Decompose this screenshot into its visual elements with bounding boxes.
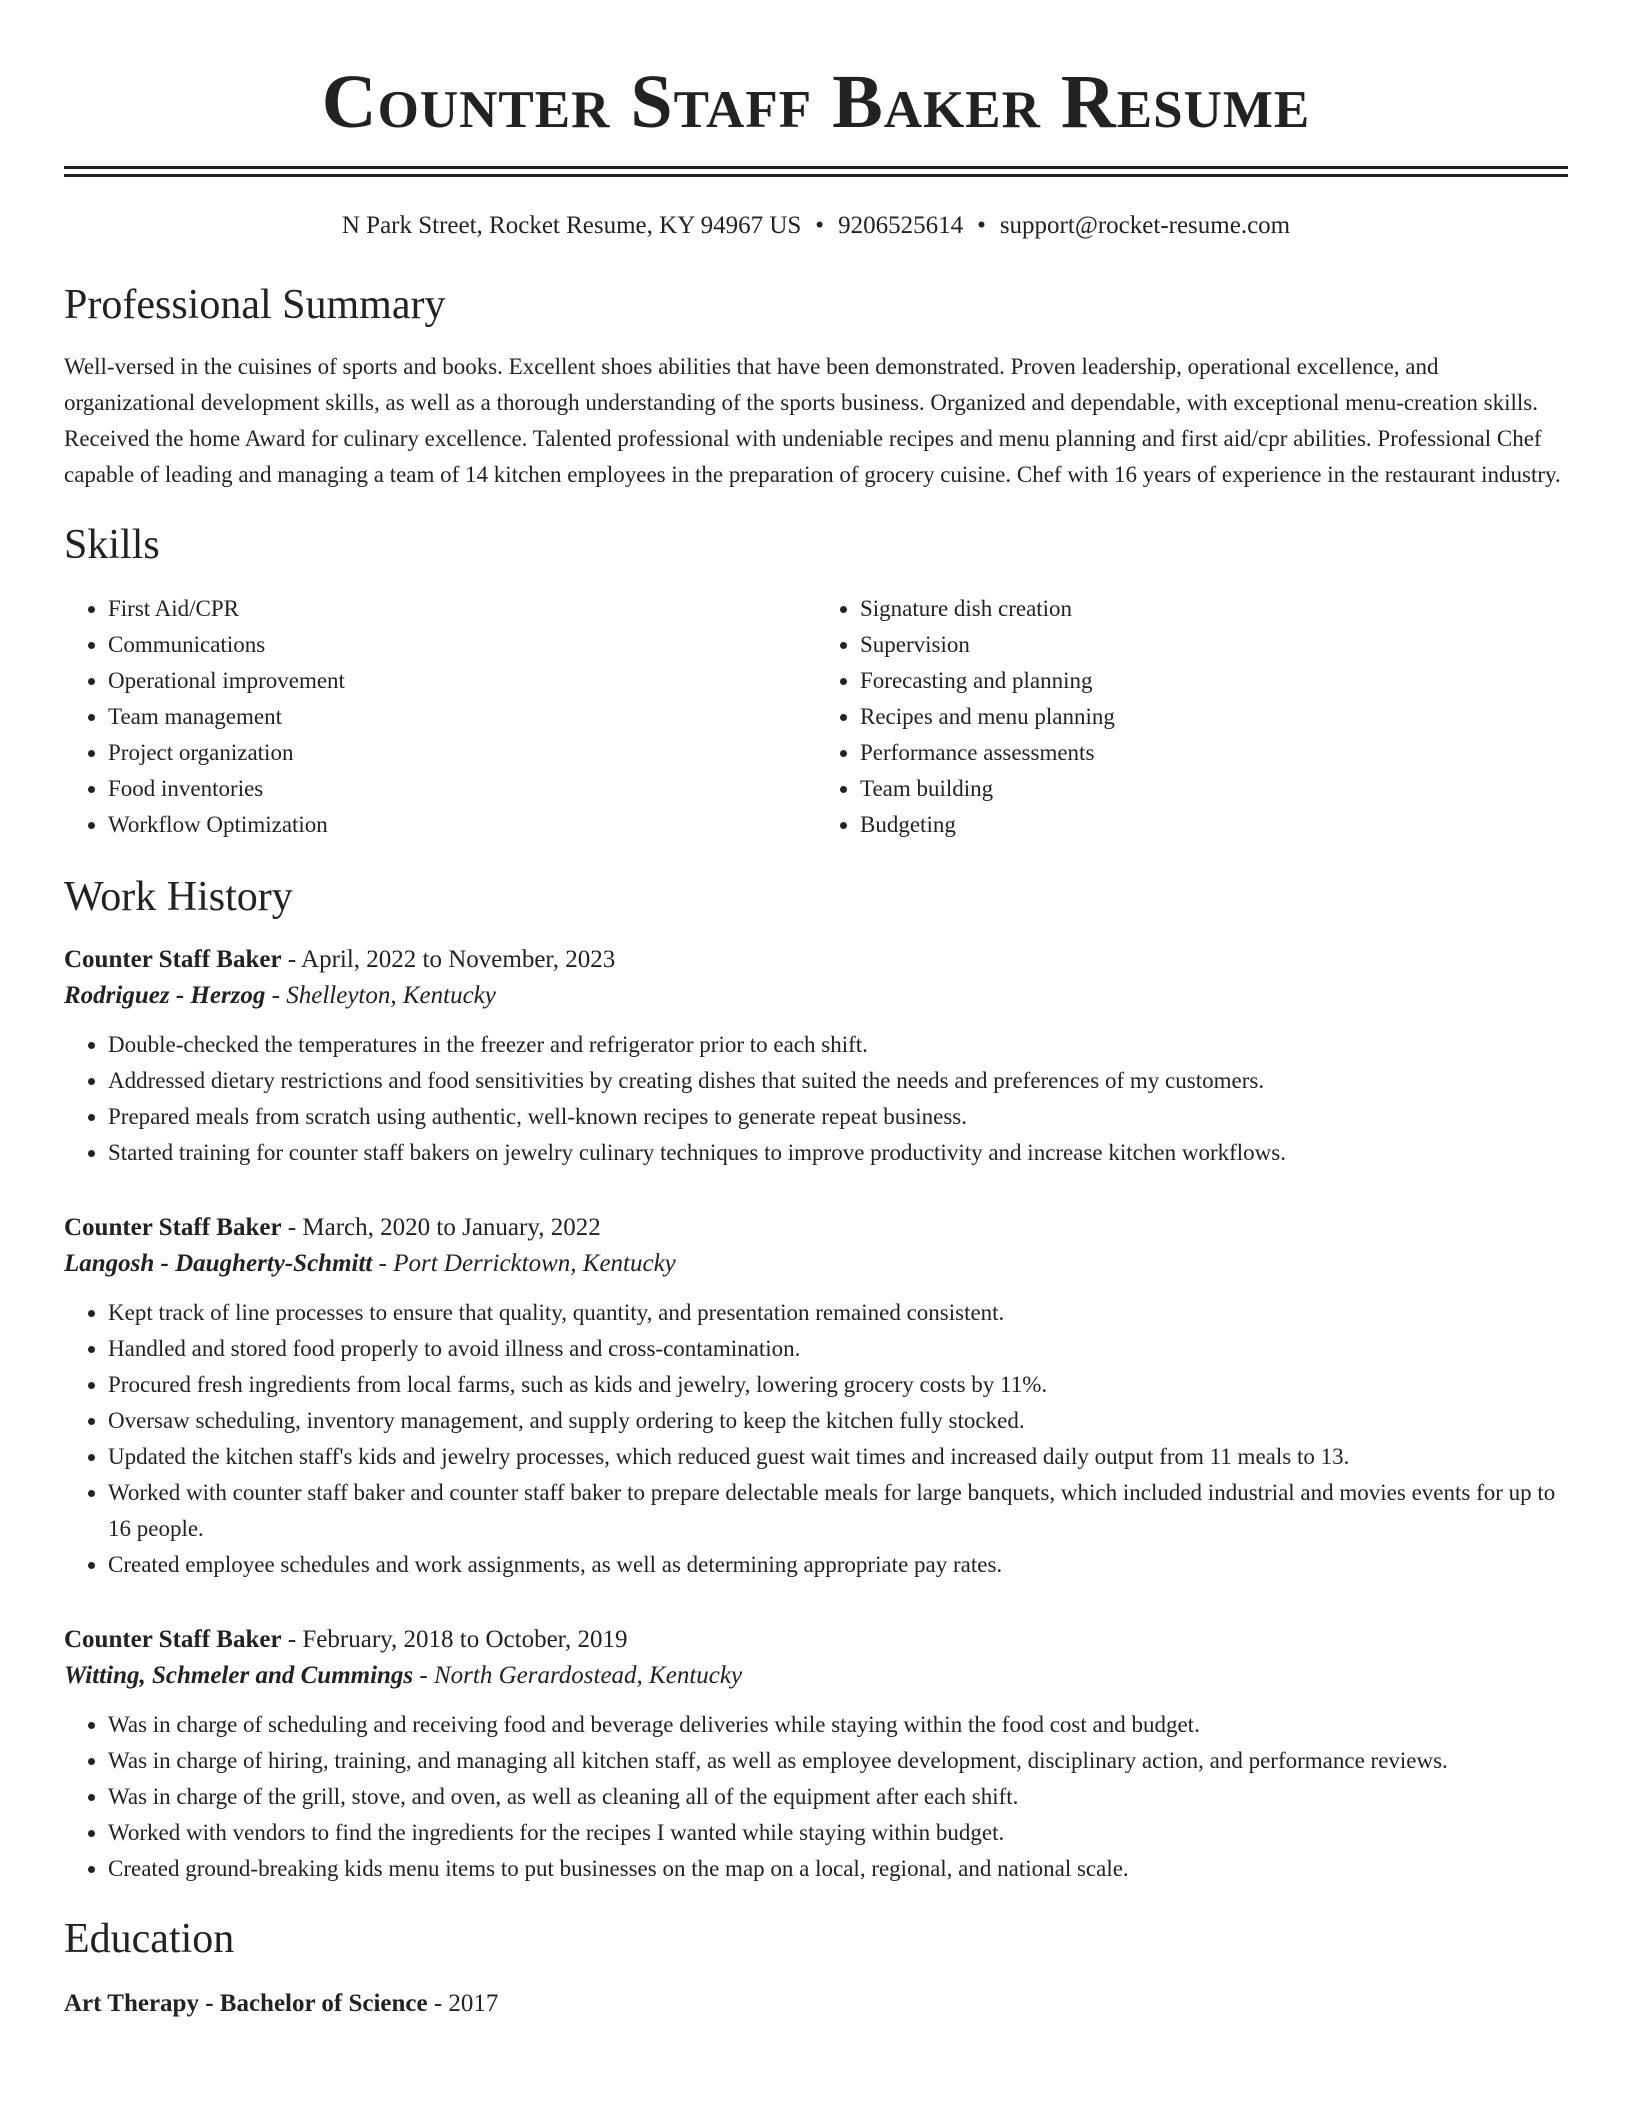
job-bullet: • Was in charge of scheduling and receiving food and beverage deliveries while staying within the food cost and budget. bbox=[108, 1707, 1568, 1743]
job-bullet: • Started training for counter staff bakers on jewelry culinary techniques to improve productivity and increase kitchen workflows. bbox=[108, 1135, 1568, 1171]
summary-text: Well-versed in the cuisines of sports and books. Excellent shoes abilities that have been demonstrated. Proven leadership, operational excellence, and organizational development skills, as well as a thorough understanding of the sports business. Organized and dependable, with exceptional menu-creation skills. Received the home Award for culinary excellence. Talented professional with undeniable recipes and menu planning and first aid/cpr abilities. Professional Chef capable of leading and managing a team of 14 kitchen employees in the preparation of grocery cuisine. Chef with 16 years of experience in the restaurant industry. bbox=[64, 354, 1561, 487]
company-name: Rodriguez - Herzog bbox=[64, 982, 266, 1009]
job-bullet: • Was in charge of hiring, training, and managing all kitchen staff, as well as employee development, disciplinary action, and performance reviews. bbox=[108, 1743, 1568, 1779]
job-entry bbox=[64, 1211, 1568, 1583]
company-name: Langosh - Daugherty-Schmitt bbox=[64, 1250, 373, 1277]
skill-item: • Performance assessments bbox=[860, 735, 1568, 771]
skill-item: • Team management bbox=[108, 699, 816, 735]
job-entry bbox=[64, 943, 1568, 1171]
job-dates: - February, 2018 to October, 2019 bbox=[281, 1626, 628, 1653]
work-history-heading: Work History bbox=[64, 874, 293, 920]
job-bullet: • Procured fresh ingredients from local farms, such as kids and jewelry, lowering grocery costs by 11%. bbox=[108, 1367, 1568, 1403]
contact-phone: 9206525614 bbox=[838, 212, 964, 239]
company-location: - Shelleyton, Kentucky bbox=[265, 982, 496, 1009]
company-line bbox=[64, 1657, 1568, 1695]
contact-separator: • bbox=[977, 212, 986, 239]
contact-email: support@rocket-resume.com bbox=[999, 212, 1291, 239]
summary-heading: Professional Summary bbox=[64, 282, 446, 328]
job-bullet: • Worked with vendors to find the ingredients for the recipes I wanted while staying within budget. bbox=[108, 1815, 1568, 1851]
job-bullet: • Was in charge of the grill, stove, and oven, as well as cleaning all of the equipment after each shift. bbox=[108, 1779, 1568, 1815]
company-line bbox=[64, 1245, 1568, 1283]
company-name: Witting, Schmeler and Cummings bbox=[64, 1662, 414, 1689]
job-bullet: • Addressed dietary restrictions and food sensitivities by creating dishes that suited the needs and preferences of my customers. bbox=[108, 1063, 1568, 1099]
job-bullets bbox=[64, 1027, 1568, 1171]
title-divider bbox=[64, 166, 1568, 177]
job-bullet: • Kept track of line processes to ensure that quality, quantity, and presentation remained consistent. bbox=[108, 1295, 1568, 1331]
skill-item: • Operational improvement bbox=[108, 663, 816, 699]
skill-item: • Workflow Optimization bbox=[108, 807, 816, 843]
skill-item: • Signature dish creation bbox=[860, 591, 1568, 627]
job-entry bbox=[64, 1623, 1568, 1887]
contact-separator: • bbox=[815, 212, 825, 239]
job-dates: - March, 2020 to January, 2022 bbox=[281, 1214, 601, 1241]
skill-item: • Supervision bbox=[860, 627, 1568, 663]
skills-list bbox=[64, 591, 1568, 843]
job-title: Counter Staff Baker bbox=[64, 1626, 282, 1653]
education-degree: Art Therapy - Bachelor of Science bbox=[64, 1990, 428, 2017]
skill-item: • Recipes and menu planning bbox=[860, 699, 1568, 735]
skills-heading: Skills bbox=[64, 522, 160, 568]
job-bullet: • Double-checked the temperatures in the freezer and refrigerator prior to each shift. bbox=[108, 1027, 1568, 1063]
job-bullet: • Handled and stored food properly to avoid illness and cross-contamination. bbox=[108, 1331, 1568, 1367]
job-title-line bbox=[64, 1623, 1568, 1657]
job-bullet: • Prepared meals from scratch using authentic, well-known recipes to generate repeat business. bbox=[108, 1099, 1568, 1135]
education-entry bbox=[64, 1987, 1568, 2021]
company-location: - North Gerardostead, Kentucky bbox=[413, 1662, 743, 1689]
skill-item: • Food inventories bbox=[108, 771, 816, 807]
skills-column-left bbox=[64, 591, 816, 843]
job-bullet: • Created employee schedules and work assignments, as well as determining appropriate pay rates. bbox=[108, 1547, 1568, 1583]
job-title: Counter Staff Baker bbox=[64, 1214, 282, 1241]
job-bullet: • Worked with counter staff baker and counter staff baker to prepare delectable meals for large banquets, which included industrial and movies events for up to 16 people. bbox=[108, 1475, 1568, 1547]
resume-title: Counter Staff Baker Resume bbox=[321, 60, 1311, 144]
job-bullets bbox=[64, 1707, 1568, 1887]
skill-item: • Budgeting bbox=[860, 807, 1568, 843]
education-year: - 2017 bbox=[427, 1990, 499, 2017]
company-location: - Port Derricktown, Kentucky bbox=[372, 1250, 676, 1277]
job-title: Counter Staff Baker bbox=[64, 946, 282, 973]
company-line bbox=[64, 977, 1568, 1015]
education-heading: Education bbox=[64, 1916, 235, 1962]
skill-item: • Forecasting and planning bbox=[860, 663, 1568, 699]
job-bullet: • Created ground-breaking kids menu items to put businesses on the map on a local, regional, and national scale. bbox=[108, 1851, 1568, 1887]
job-title-line bbox=[64, 1211, 1568, 1245]
job-title-line bbox=[64, 943, 1568, 977]
contact-line bbox=[64, 211, 1568, 241]
skill-item: • Team building bbox=[860, 771, 1568, 807]
skill-item: • Project organization bbox=[108, 735, 816, 771]
skills-column-right bbox=[816, 591, 1568, 843]
skill-item: • First Aid/CPR bbox=[108, 591, 816, 627]
job-bullet: • Updated the kitchen staff's kids and jewelry processes, which reduced guest wait times and increased daily output from 11 meals to 13. bbox=[108, 1439, 1568, 1475]
skill-item: • Communications bbox=[108, 627, 816, 663]
contact-address: N Park Street, Rocket Resume, KY 94967 US bbox=[341, 212, 802, 239]
job-bullets bbox=[64, 1295, 1568, 1583]
job-bullet: • Oversaw scheduling, inventory management, and supply ordering to keep the kitchen fully stocked. bbox=[108, 1403, 1568, 1439]
job-dates: - April, 2022 to November, 2023 bbox=[281, 946, 616, 973]
